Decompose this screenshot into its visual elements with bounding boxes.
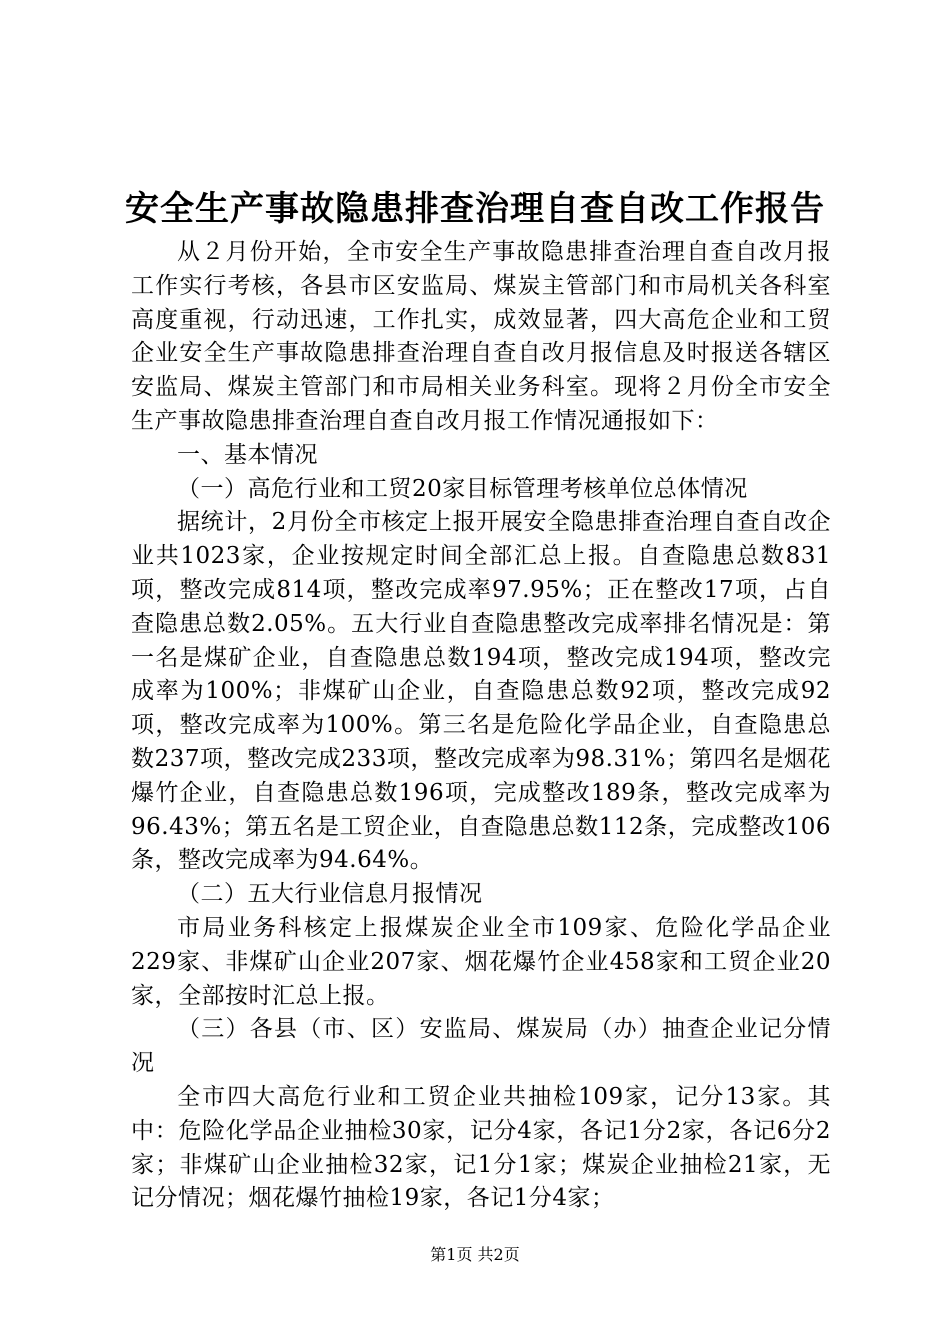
subsection-heading-1: （一）高危行业和工贸20家目标管理考核单位总体情况 bbox=[177, 475, 748, 502]
document-body bbox=[131, 236, 831, 1216]
statistics-paragraph: 据统计，2月份全市核定上报开展安全隐患排查治理自查自改企业共1023家，企业按规定时间全部汇总上报。自查隐患总数831项，整改完成814项，整改完成率97.95%；正在整改17项，占自查隐患总数2.05%。五大行业自查隐患整改完成率排名情况是：第一名是煤矿企业，自查隐患总数194项，整改完成194项，整改完成率为100%；非煤矿山企业，自查隐患总数92项，整改完成92项，整改完成率为100%。第三名是危险化学品企业，自查隐患总数237项，整改完成233项，整改完成率为98.31%；第四名是烟花爆竹企业，自查隐患总数196项，完成整改189条，整改完成率为96.43%；第五名是工贸企业，自查隐患总数112条，完成整改106条，整改完成率为94.64%。 bbox=[131, 509, 831, 874]
subsection-heading-2: （二）五大行业信息月报情况 bbox=[177, 881, 483, 908]
monthly-report-paragraph: 市局业务科核定上报煤炭企业全市109家、危险化学品企业229家、非煤矿山企业207家、烟花爆竹企业458家和工贸企业20家，全部按时汇总上报。 bbox=[131, 914, 831, 1009]
spot-check-paragraph: 全市四大高危行业和工贸企业共抽检109家，记分13家。其中：危险化学品企业抽检30家，记分4家，各记1分2家，各记6分2家；非煤矿山企业抽检32家，记1分1家；煤炭企业抽检21家，无记分情况；烟花爆竹抽检19家，各记1分4家； bbox=[131, 1083, 831, 1212]
subsection-heading-3: （三）各县（市、区）安监局、煤炭局（办）抽查企业记分情况 bbox=[131, 1016, 831, 1077]
intro-paragraph: 从２月份开始，全市安全生产事故隐患排查治理自查自改月报工作实行考核，各县市区安监局、煤炭主管部门和市局机关各科室高度重视，行动迅速，工作扎实，成效显著，四大高危企业和工贸企业安全生产事故隐患排查治理自查自改月报信息及时报送各辖区安监局、煤炭主管部门和市局相关业务科室。现将２月份全市安全生产事故隐患排查治理自查自改月报工作情况通报如下： bbox=[131, 239, 831, 434]
page-footer: 第1页 共2页 bbox=[430, 1245, 520, 1264]
document-title: 安全生产事故隐患排查治理自查自改工作报告 bbox=[125, 189, 825, 229]
section-heading-basic: 一、基本情况 bbox=[177, 441, 318, 468]
